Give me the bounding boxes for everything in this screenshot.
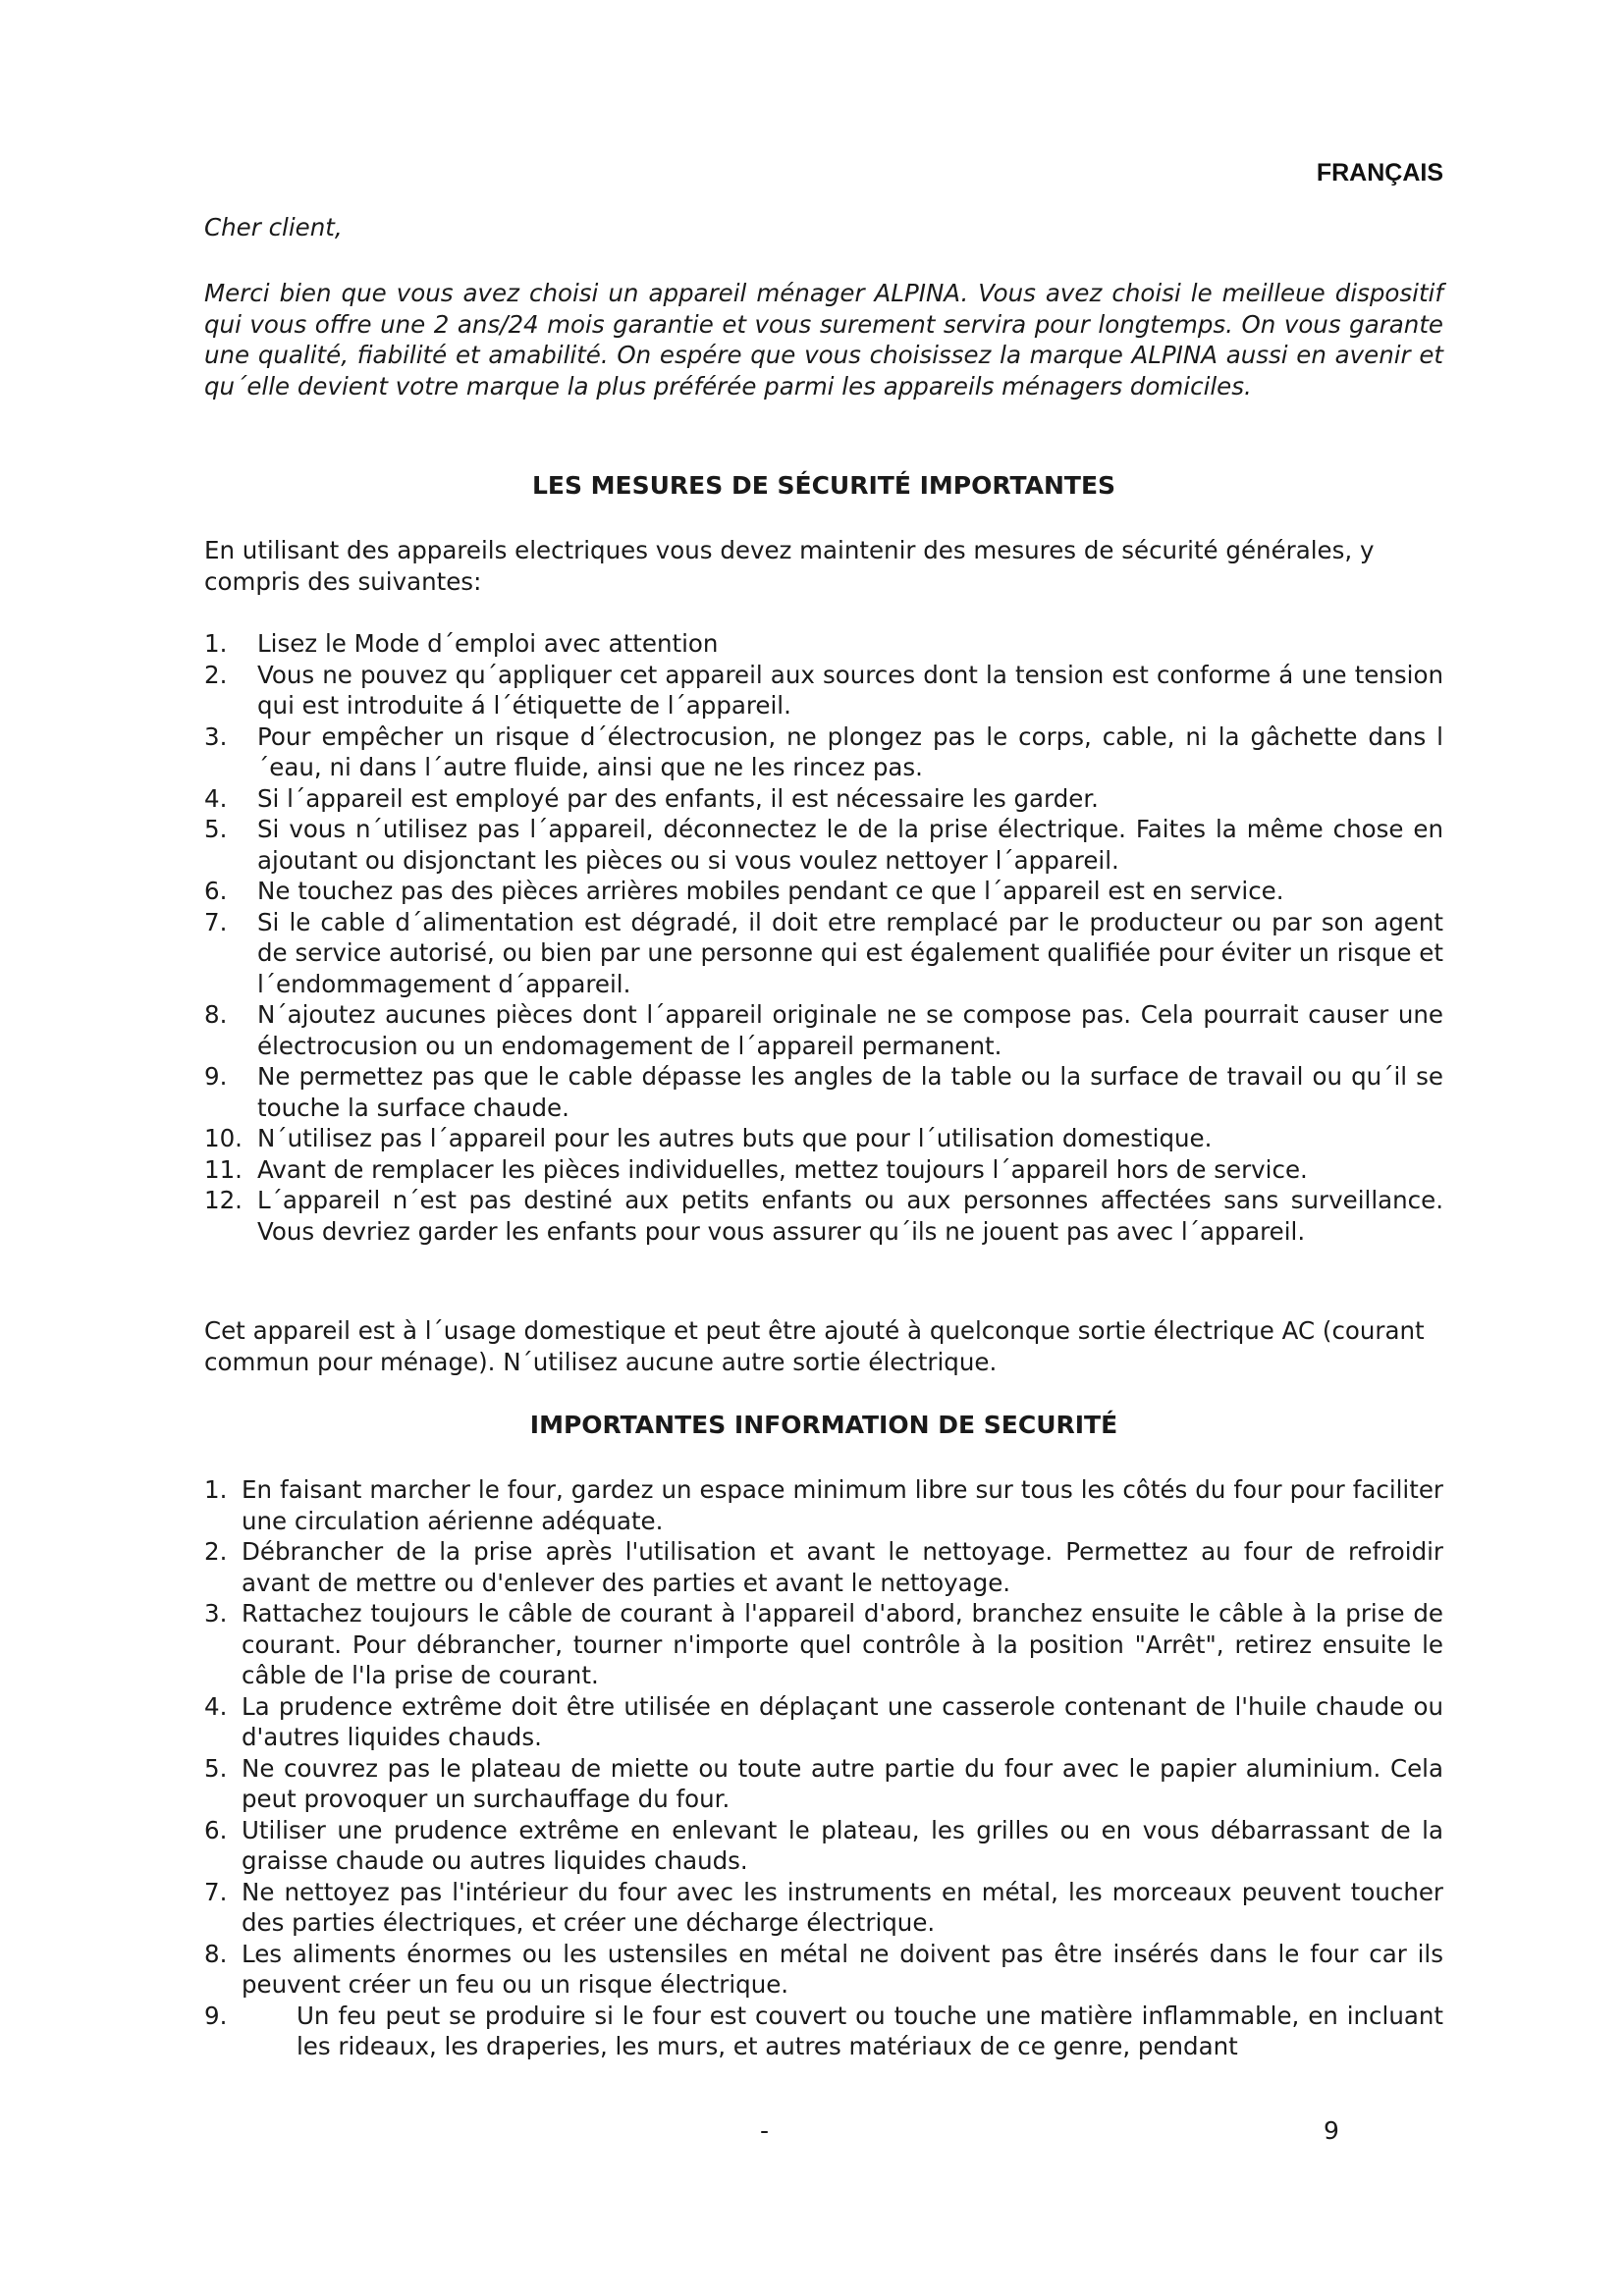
item-text: Vous ne pouvez qu´appliquer cet appareil aux sources dont la tension est conforme á une tension qui est introduite á l´étiquette de l´appareil. — [257, 660, 1443, 720]
item-number: 5. — [204, 815, 228, 843]
item-text: En faisant marcher le four, gardez un espace minimum libre sur tous les côtés du four pour faciliter une circulation aérienne adéquate. — [242, 1475, 1443, 1535]
item-text: Si vous n´utilisez pas l´appareil, déconnectez le de la prise électrique. Faites la même chose en ajoutant ou disjonctant les pièces ou si vous voulez nettoyer l´appareil. — [257, 815, 1443, 875]
item-number: 8. — [204, 1939, 228, 1968]
page-number: 9 — [1324, 2116, 1339, 2145]
section-title-safety-information: IMPORTANTES INFORMATION DE SECURITÉ — [529, 1411, 1118, 1439]
list-item — [204, 721, 1443, 783]
item-number: 1. — [204, 1475, 228, 1504]
item-text: Débrancher de la prise après l'utilisation et avant le nettoyage. Permettez au four de refroidir avant de mettre ou d'enlever des parties et avant le nettoyage. — [242, 1537, 1443, 1597]
item-text: Lisez le Mode d´emploi avec attention — [257, 629, 719, 658]
item-number: 2. — [204, 660, 228, 689]
list-item — [204, 1877, 1443, 1939]
item-text: Utiliser une prudence extrême en enlevant le plateau, les grilles ou en vous débarrassant de la graisse chaude ou autres liquides chauds. — [242, 1815, 1443, 1875]
item-number: 4. — [204, 1691, 228, 1721]
item-text: N´utilisez pas l´appareil pour les autres buts que pour l´utilisation domestique. — [257, 1124, 1213, 1152]
item-text: Avant de remplacer les pièces individuelles, mettez toujours l´appareil hors de service. — [257, 1154, 1308, 1184]
item-text: La prudence extrême doit être utilisée en déplaçant une casserole contenant de l'huile chaude ou d'autres liquides chauds. — [242, 1691, 1443, 1751]
list-item — [204, 1939, 1443, 2001]
list-item — [204, 660, 1443, 721]
salutation: Cher client, — [204, 213, 343, 241]
list-item — [204, 814, 1443, 876]
item-text: Ne permettez pas que le cable dépasse les angles de la table ou la surface de travail ou qu´il se touche la surface chaude. — [257, 1062, 1443, 1122]
section-lead: En utilisant des appareils electriques vous devez maintenir des mesures de sécurité générales, y compris des suivantes: — [204, 536, 1375, 596]
list-item — [204, 999, 1443, 1061]
item-text: Ne couvrez pas le plateau de miette ou toute autre partie du four avec le papier aluminium. Cela peut provoquer un surchauffage du four. — [242, 1753, 1443, 1813]
item-number: 3. — [204, 1599, 228, 1628]
list-item — [204, 1598, 1443, 1691]
item-number: 3. — [204, 721, 228, 751]
safety-measures-list — [204, 628, 1443, 1247]
list-item — [204, 1123, 1443, 1154]
list-item — [204, 783, 1443, 815]
item-number: 8. — [204, 1000, 228, 1029]
item-number: 12. — [204, 1186, 243, 1214]
item-number: 7. — [204, 907, 228, 936]
section-title-safety-measures: LES MESURES DE SÉCURITÉ IMPORTANTES — [531, 471, 1116, 500]
item-text: Si l´appareil est employé par des enfants, il est nécessaire les garder. — [257, 783, 1099, 813]
item-number: 5. — [204, 1753, 228, 1783]
list-item — [204, 628, 1443, 660]
list-item — [204, 1185, 1443, 1247]
item-text: Pour empêcher un risque d´électrocusion, ne plongez pas le corps, cable, ni la gâchette dans l´eau, ni dans l´autre fluide, ainsi que ne les rincez pas. — [257, 721, 1443, 781]
item-number: 6. — [204, 877, 228, 905]
item-number: 7. — [204, 1877, 228, 1906]
item-number: 6. — [204, 1815, 228, 1844]
list-item — [204, 1154, 1443, 1186]
list-item — [204, 1815, 1443, 1877]
item-text: Un feu peut se produire si le four est couvert ou touche une matière inflammable, en incluant les rideaux, les draperies, les murs, et autres matériaux de ce genre, pendant — [297, 2001, 1443, 2060]
list-item — [204, 1536, 1443, 1598]
list-item — [204, 1474, 1443, 1536]
language-label: FRANÇAIS — [1316, 159, 1443, 187]
footer-dash: - — [760, 2116, 770, 2145]
item-number: 4. — [204, 783, 228, 813]
list-item — [204, 1061, 1443, 1123]
item-text: Rattachez toujours le câble de courant à l'appareil d'abord, branchez ensuite le câble à la prise de courant. Pour débrancher, tourner n'importe quel contrôle à la position "Arrêt", retirez ensuite le câble de l'la prise de courant. — [242, 1599, 1443, 1689]
intro-paragraph: Merci bien que vous avez choisi un appareil ménager ALPINA. Vous avez choisi le meilleue dispositif qui vous offre une 2 ans/24 mois garantie et vous surement servira pour longtemps. On vous garante une qualité, fiabilité et amabilité. On espére que vous choisissez la marque ALPINA aussi en avenir et qu´elle devient votre marque la plus préférée parmi les appareils ménagers domiciles. — [204, 279, 1443, 400]
item-text: Ne touchez pas des pièces arrières mobiles pendant ce que l´appareil est en service. — [257, 877, 1284, 905]
usage-note: Cet appareil est à l´usage domestique et peut être ajouté à quelconque sortie électrique AC (courant commun pour ménage). N´utilisez aucune autre sortie électrique. — [204, 1316, 1425, 1376]
list-item — [204, 876, 1443, 907]
item-text: L´appareil n´est pas destiné aux petits enfants ou aux personnes affectées sans surveillance. Vous devriez garder les enfants pour vous assurer qu´ils ne jouent pas avec l´appareil. — [257, 1186, 1443, 1246]
item-number: 11. — [204, 1154, 243, 1184]
list-item — [204, 2001, 1443, 2062]
item-text: N´ajoutez aucunes pièces dont l´appareil originale ne se compose pas. Cela pourrait causer une électrocusion ou un endomagement de l´appareil permanent. — [257, 1000, 1443, 1060]
list-item — [204, 1753, 1443, 1815]
item-number: 9. — [204, 2001, 228, 2030]
item-number: 2. — [204, 1537, 228, 1566]
list-item — [204, 907, 1443, 1000]
list-item — [204, 1691, 1443, 1753]
safety-information-list — [204, 1474, 1443, 2062]
item-number: 10. — [204, 1124, 243, 1152]
item-text: Les aliments énormes ou les ustensiles en métal ne doivent pas être insérés dans le four car ils peuvent créer un feu ou un risque électrique. — [242, 1939, 1443, 1999]
item-text: Ne nettoyez pas l'intérieur du four avec les instruments en métal, les morceaux peuvent toucher des parties électriques, et créer une décharge électrique. — [242, 1877, 1443, 1937]
item-number: 9. — [204, 1062, 228, 1091]
item-text: Si le cable d´alimentation est dégradé, il doit etre remplacé par le producteur ou par son agent de service autorisé, ou bien par une personne qui est également qualifiée pour éviter un risque et l´endommagement d´appareil. — [257, 907, 1443, 998]
item-number: 1. — [204, 629, 228, 658]
